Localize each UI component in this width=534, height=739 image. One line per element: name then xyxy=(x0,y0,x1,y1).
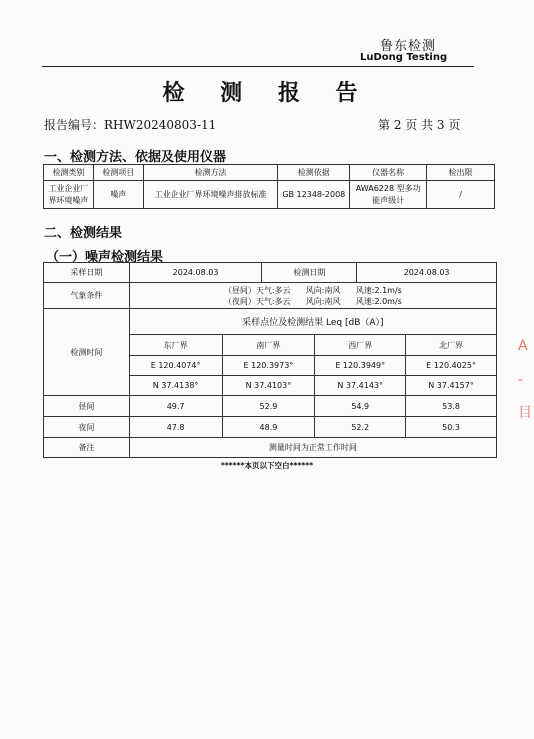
point-name-east: 东厂界 xyxy=(129,335,222,356)
remark-value: 测量时间为正常工作时间 xyxy=(129,438,496,458)
page-info: 第 2 页 共 3 页 xyxy=(378,118,461,132)
header-method: 检测方法 xyxy=(143,165,278,181)
cell-limit: / xyxy=(427,181,495,209)
section2-title: 二、检测结果 xyxy=(44,226,123,241)
point-lat-north: N 37.4157° xyxy=(406,376,497,396)
header-category: 检测类别 xyxy=(44,165,94,181)
point-lat-east: N 37.4138° xyxy=(129,376,222,396)
test-date-label: 检测日期 xyxy=(262,263,357,283)
weather-night: （夜间）天气:多云 风向:南风 风速:2.0m/s xyxy=(223,296,402,306)
day-value-south: 52.9 xyxy=(222,396,315,417)
points-header: 采样点位及检测结果 Leq [dB（A）] xyxy=(129,309,496,335)
day-value-north: 53.8 xyxy=(406,396,497,417)
point-lat-south: N 37.4103° xyxy=(222,376,315,396)
subsection-title: （一）噪声检测结果 xyxy=(46,250,164,265)
night-label: 夜间 xyxy=(44,417,130,438)
stamp-fragment-1: A xyxy=(518,338,528,354)
header-basis: 检测依据 xyxy=(278,165,350,181)
point-name-west: 西厂界 xyxy=(315,335,406,356)
day-label: 昼间 xyxy=(44,396,130,417)
night-value-north: 50.3 xyxy=(406,417,497,438)
sampling-date-label: 采样日期 xyxy=(44,263,130,283)
night-value-east: 47.8 xyxy=(129,417,222,438)
test-date-value: 2024.08.03 xyxy=(357,263,497,283)
method-table xyxy=(43,164,495,209)
weather-conditions xyxy=(129,283,496,309)
brand-chinese: 鲁东检测 xyxy=(380,39,437,54)
weather-day: （昼间）天气:多云 风向:南风 风速:2.1m/s xyxy=(223,285,402,295)
point-lon-north: E 120.4025° xyxy=(406,356,497,376)
noise-result-table xyxy=(43,262,497,458)
point-lon-east: E 120.4074° xyxy=(129,356,222,376)
remark-label: 备注 xyxy=(44,438,130,458)
report-title: 检 测 报 告 xyxy=(162,80,372,106)
cell-item: 噪声 xyxy=(93,181,143,209)
section1-title: 一、检测方法、依据及使用仪器 xyxy=(44,150,227,165)
header-divider xyxy=(42,66,474,67)
header-instrument: 仪器名称 xyxy=(350,165,427,181)
brand-english: LuDong Testing xyxy=(360,52,448,63)
cell-basis: GB 12348-2008 xyxy=(278,181,350,209)
point-lon-west: E 120.3949° xyxy=(315,356,406,376)
day-value-east: 49.7 xyxy=(129,396,222,417)
cell-method: 工业企业厂界环境噪声排放标准 xyxy=(143,181,278,209)
night-value-south: 48.9 xyxy=(222,417,315,438)
header-limit: 检出限 xyxy=(427,165,495,181)
point-name-south: 南厂界 xyxy=(222,335,315,356)
night-value-west: 52.2 xyxy=(315,417,406,438)
day-value-west: 54.9 xyxy=(315,396,406,417)
blank-below-note: ******本页以下空白****** xyxy=(220,461,314,470)
point-lat-west: N 37.4143° xyxy=(315,376,406,396)
stamp-fragment-3: 目 xyxy=(518,405,532,421)
point-lon-south: E 120.3973° xyxy=(222,356,315,376)
sampling-date-value: 2024.08.03 xyxy=(129,263,262,283)
point-name-north: 北厂界 xyxy=(406,335,497,356)
test-time-label: 检测时间 xyxy=(44,309,130,396)
weather-label: 气象条件 xyxy=(44,283,130,309)
stamp-fragment-2: - xyxy=(518,372,524,388)
header-item: 检测项目 xyxy=(93,165,143,181)
report-number: 报告编号：RHW20240803-11 xyxy=(44,118,217,132)
cell-instrument: AWA6228 型多功能声级计 xyxy=(350,181,427,209)
cell-category: 工业企业厂界环境噪声 xyxy=(44,181,94,209)
